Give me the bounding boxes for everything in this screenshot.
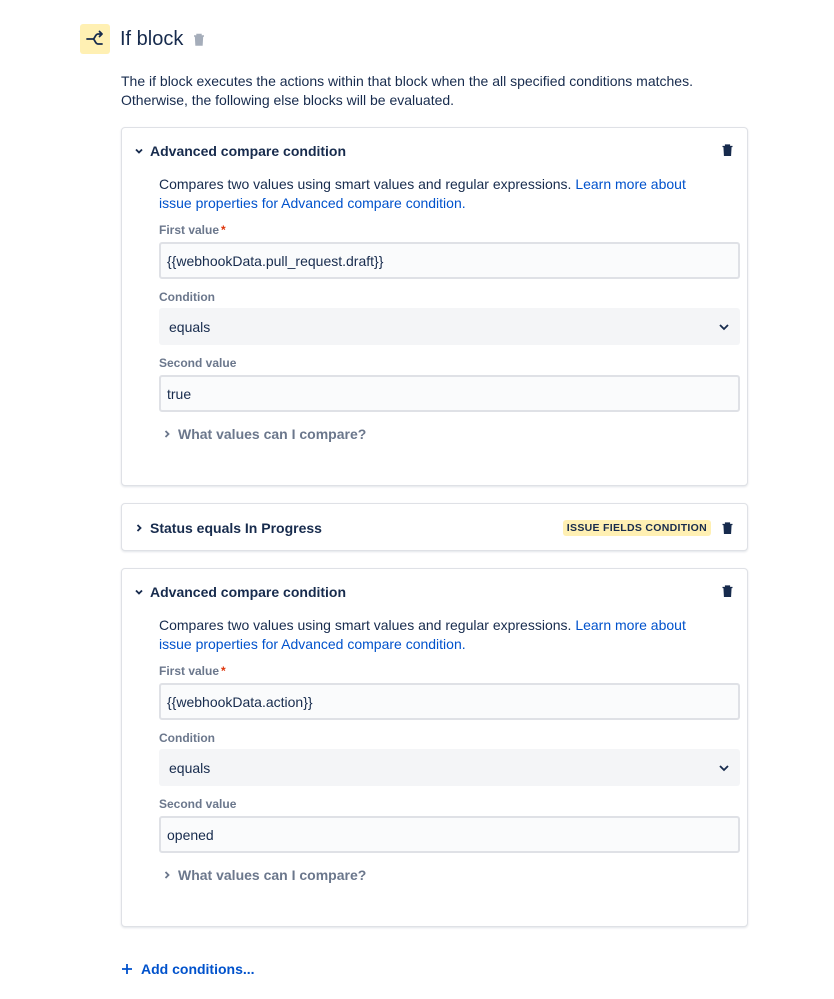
block-description: The if block executes the actions within that block when the all specified conditions matches. Otherwise, the following else blocks will be evaluated. xyxy=(121,73,693,108)
help-expander[interactable] xyxy=(162,867,366,883)
label-text: First value xyxy=(159,664,220,678)
description-text: Compares two values using smart values and regular expressions. xyxy=(159,617,572,633)
help-expander-label: What values can I compare? xyxy=(178,867,367,883)
delete-block-button[interactable] xyxy=(193,33,205,46)
delete-condition-button[interactable] xyxy=(722,585,733,597)
chevron-right-icon xyxy=(162,429,172,439)
condition-select-value: equals xyxy=(169,318,211,335)
chevron-down-icon xyxy=(718,321,730,333)
card-toggle[interactable] xyxy=(134,583,346,601)
condition-label: Condition xyxy=(159,290,215,304)
first-value-input[interactable]: {{webhookData.action}} xyxy=(159,683,740,720)
second-value-input[interactable]: opened xyxy=(159,816,740,853)
condition-card xyxy=(121,503,748,551)
page-title: If block xyxy=(120,27,184,50)
add-conditions-button[interactable] xyxy=(121,961,255,977)
learn-more-link[interactable]: Learn more about issue properties for Advanced compare condition. xyxy=(159,176,686,211)
condition-select-value: equals xyxy=(169,759,211,776)
card-toggle[interactable] xyxy=(134,142,346,160)
help-expander[interactable] xyxy=(162,426,366,442)
first-value-input[interactable]: {{webhookData.pull_request.draft}} xyxy=(159,242,740,279)
first-value-label xyxy=(159,664,226,678)
chevron-right-icon xyxy=(134,523,144,533)
condition-label: Condition xyxy=(159,731,215,745)
second-value-label: Second value xyxy=(159,356,237,370)
trash-icon xyxy=(722,144,733,156)
help-expander-label: What values can I compare? xyxy=(178,426,367,442)
card-toggle[interactable] xyxy=(134,519,322,537)
if-block-header xyxy=(80,24,205,54)
branch-icon xyxy=(80,24,110,54)
chevron-down-icon xyxy=(718,762,730,774)
condition-card xyxy=(121,127,748,486)
condition-select[interactable] xyxy=(159,749,740,786)
chevron-right-icon xyxy=(162,870,172,880)
trash-icon xyxy=(193,33,205,46)
card-title: Advanced compare condition xyxy=(150,584,347,600)
card-title: Status equals In Progress xyxy=(150,520,322,536)
condition-description xyxy=(159,175,719,213)
description-text: Compares two values using smart values and regular expressions. xyxy=(159,176,572,192)
second-value-label: Second value xyxy=(159,797,237,811)
delete-condition-button[interactable] xyxy=(722,522,733,534)
delete-condition-button[interactable] xyxy=(722,144,733,156)
chevron-down-icon xyxy=(134,146,144,156)
required-marker: * xyxy=(221,223,226,237)
add-conditions-label: Add conditions... xyxy=(141,961,255,977)
trash-icon xyxy=(722,585,733,597)
label-text: First value xyxy=(159,223,220,237)
plus-icon xyxy=(121,963,133,975)
condition-select[interactable] xyxy=(159,308,740,345)
learn-more-link[interactable]: Learn more about issue properties for Advanced compare condition. xyxy=(159,617,686,652)
second-value-input[interactable]: true xyxy=(159,375,740,412)
required-marker: * xyxy=(221,664,226,678)
condition-description xyxy=(159,616,719,654)
condition-card xyxy=(121,568,748,927)
card-title: Advanced compare condition xyxy=(150,143,347,159)
condition-type-badge: ISSUE FIELDS CONDITION xyxy=(563,520,711,536)
first-value-label xyxy=(159,223,226,237)
chevron-down-icon xyxy=(134,587,144,597)
trash-icon xyxy=(722,522,733,534)
